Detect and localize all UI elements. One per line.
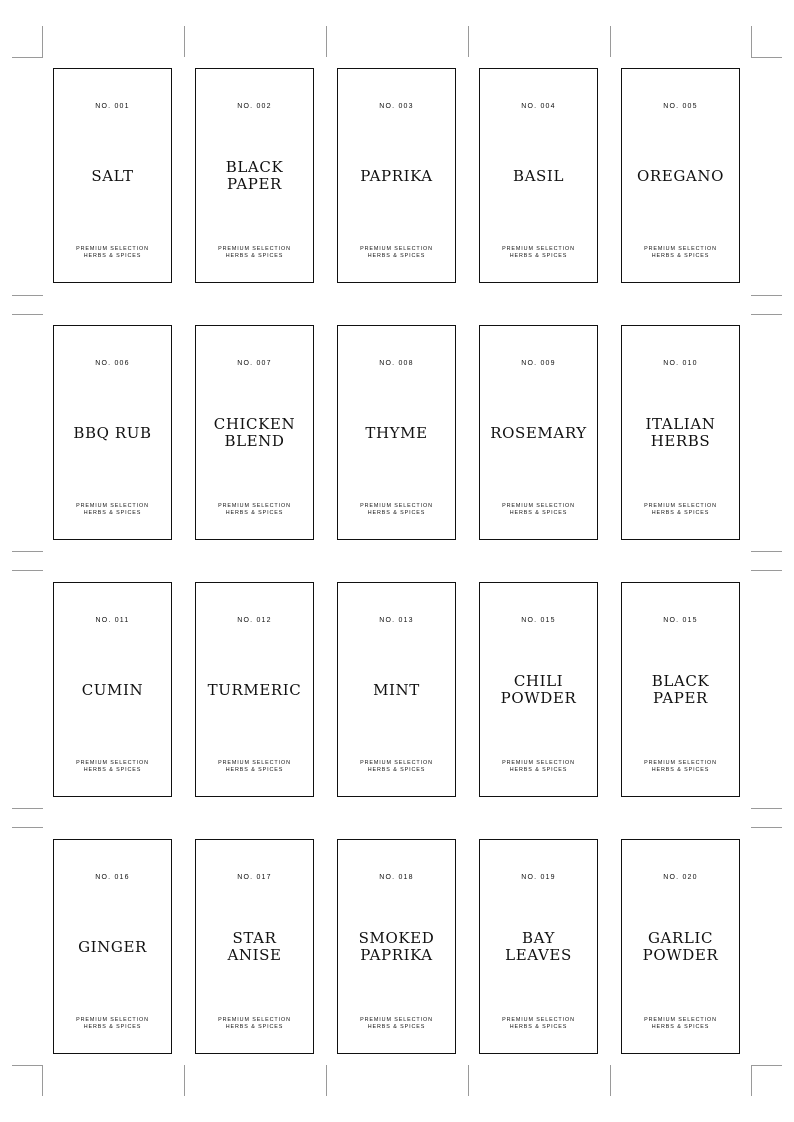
spice-name: [480, 112, 597, 240]
tagline-line: PREMIUM SELECTION: [218, 760, 291, 766]
spice-name: [480, 883, 597, 1011]
spice-name-line: PAPRIKA: [360, 166, 433, 185]
crop-mark: [751, 1065, 782, 1066]
tagline-line: PREMIUM SELECTION: [76, 1017, 149, 1023]
label-number: NO. 013: [379, 617, 414, 624]
label-tagline: [644, 1017, 717, 1031]
spice-name-line: CHICKEN: [213, 415, 296, 433]
crop-mark: [326, 26, 327, 57]
tagline-line: HERBS & SPICES: [509, 767, 568, 773]
crop-mark: [12, 57, 43, 58]
label-tagline: [218, 1017, 291, 1031]
label-number: NO. 007: [237, 360, 272, 367]
spice-name: [480, 369, 597, 497]
spice-name-line: BBQ RUB: [73, 423, 152, 442]
spice-name: [338, 883, 455, 1011]
crop-mark: [42, 1065, 43, 1096]
tagline-line: HERBS & SPICES: [83, 510, 142, 516]
spice-label: [195, 839, 314, 1054]
spice-label: [621, 68, 740, 283]
crop-mark: [751, 26, 752, 57]
spice-name: [196, 369, 313, 497]
spice-label: [195, 582, 314, 797]
label-number: NO. 012: [237, 617, 272, 624]
label-tagline: [360, 246, 433, 260]
label-number: NO. 015: [521, 617, 556, 624]
tagline-line: HERBS & SPICES: [225, 767, 284, 773]
tagline-line: PREMIUM SELECTION: [76, 503, 149, 509]
tagline-line: PREMIUM SELECTION: [218, 246, 291, 252]
spice-name-line: BLACK: [651, 672, 710, 690]
spice-label: [479, 582, 598, 797]
spice-name-line: ITALIAN: [645, 415, 716, 433]
tagline-line: HERBS & SPICES: [225, 1024, 284, 1030]
crop-mark: [751, 551, 782, 552]
crop-mark: [326, 1065, 327, 1096]
spice-label: [621, 325, 740, 540]
tagline-line: PREMIUM SELECTION: [360, 1017, 433, 1023]
label-tagline: [502, 760, 575, 774]
label-number: NO. 016: [95, 874, 130, 881]
label-tagline: [76, 760, 149, 774]
crop-mark: [610, 1065, 611, 1096]
tagline-line: HERBS & SPICES: [367, 767, 426, 773]
tagline-line: PREMIUM SELECTION: [644, 1017, 717, 1023]
spice-name-line: BASIL: [512, 166, 565, 185]
spice-label: [479, 325, 598, 540]
tagline-line: HERBS & SPICES: [651, 253, 710, 259]
tagline-line: PREMIUM SELECTION: [218, 1017, 291, 1023]
spice-name: [54, 626, 171, 754]
tagline-line: PREMIUM SELECTION: [502, 246, 575, 252]
crop-mark: [751, 295, 782, 296]
spice-name-line: SALT: [91, 166, 134, 185]
crop-mark: [12, 1065, 43, 1066]
label-number: NO. 008: [379, 360, 414, 367]
tagline-line: HERBS & SPICES: [225, 510, 284, 516]
label-number: NO. 015: [663, 617, 698, 624]
spice-name-line: BLEND: [224, 432, 285, 450]
spice-label: [53, 325, 172, 540]
spice-label: [337, 68, 456, 283]
label-tagline: [360, 1017, 433, 1031]
crop-mark: [12, 827, 43, 828]
spice-name: [622, 883, 739, 1011]
tagline-line: PREMIUM SELECTION: [644, 246, 717, 252]
crop-mark: [751, 314, 782, 315]
label-number: NO. 017: [237, 874, 272, 881]
label-tagline: [360, 503, 433, 517]
label-number: NO. 004: [521, 103, 556, 110]
spice-name-line: HERBS: [650, 432, 711, 450]
label-tagline: [76, 1017, 149, 1031]
spice-name: [54, 369, 171, 497]
spice-label: [337, 582, 456, 797]
spice-name-line: MINT: [373, 680, 420, 699]
spice-name: [622, 369, 739, 497]
label-tagline: [360, 760, 433, 774]
tagline-line: HERBS & SPICES: [651, 1024, 710, 1030]
spice-name: [196, 112, 313, 240]
label-number: NO. 011: [95, 617, 130, 624]
label-tagline: [76, 503, 149, 517]
spice-name-line: SMOKED: [358, 929, 435, 947]
tagline-line: PREMIUM SELECTION: [644, 503, 717, 509]
label-number: NO. 018: [379, 874, 414, 881]
spice-label: [53, 68, 172, 283]
crop-mark: [12, 551, 43, 552]
spice-name: [54, 112, 171, 240]
tagline-line: HERBS & SPICES: [651, 767, 710, 773]
label-tagline: [502, 246, 575, 260]
tagline-line: HERBS & SPICES: [83, 253, 142, 259]
spice-name-line: POWDER: [500, 689, 577, 707]
spice-label: [621, 582, 740, 797]
label-tagline: [644, 760, 717, 774]
tagline-line: PREMIUM SELECTION: [76, 246, 149, 252]
spice-label: [621, 839, 740, 1054]
spice-name-line: GARLIC: [647, 929, 714, 947]
tagline-line: HERBS & SPICES: [509, 253, 568, 259]
crop-mark: [42, 26, 43, 57]
label-tagline: [502, 1017, 575, 1031]
crop-mark: [12, 808, 43, 809]
label-number: NO. 001: [95, 103, 130, 110]
crop-mark: [12, 314, 43, 315]
spice-name-line: ANISE: [227, 946, 282, 964]
spice-label: [479, 68, 598, 283]
tagline-line: HERBS & SPICES: [83, 767, 142, 773]
tagline-line: PREMIUM SELECTION: [218, 503, 291, 509]
spice-name: [54, 883, 171, 1011]
tagline-line: PREMIUM SELECTION: [360, 760, 433, 766]
spice-label: [479, 839, 598, 1054]
tagline-line: HERBS & SPICES: [509, 1024, 568, 1030]
spice-label: [195, 325, 314, 540]
label-tagline: [76, 246, 149, 260]
label-number: NO. 009: [521, 360, 556, 367]
crop-mark: [12, 570, 43, 571]
crop-mark: [751, 1065, 752, 1096]
spice-name-line: BLACK: [225, 158, 284, 176]
crop-mark: [751, 808, 782, 809]
tagline-line: HERBS & SPICES: [651, 510, 710, 516]
spice-name-line: OREGANO: [637, 166, 724, 185]
label-tagline: [644, 246, 717, 260]
spice-name: [338, 369, 455, 497]
crop-mark: [184, 1065, 185, 1096]
label-number: NO. 006: [95, 360, 130, 367]
crop-mark: [468, 1065, 469, 1096]
tagline-line: HERBS & SPICES: [367, 253, 426, 259]
spice-name-line: POWDER: [642, 946, 719, 964]
tagline-line: HERBS & SPICES: [367, 1024, 426, 1030]
spice-name-line: CUMIN: [81, 680, 144, 699]
spice-name: [338, 112, 455, 240]
spice-label: [337, 839, 456, 1054]
tagline-line: PREMIUM SELECTION: [502, 1017, 575, 1023]
tagline-line: PREMIUM SELECTION: [644, 760, 717, 766]
label-number: NO. 005: [663, 103, 698, 110]
tagline-line: PREMIUM SELECTION: [360, 503, 433, 509]
tagline-line: PREMIUM SELECTION: [502, 503, 575, 509]
spice-name-line: THYME: [365, 423, 428, 442]
tagline-line: PREMIUM SELECTION: [76, 760, 149, 766]
spice-name: [196, 626, 313, 754]
crop-mark: [751, 57, 782, 58]
spice-name-line: PAPER: [227, 175, 282, 193]
spice-name: [622, 112, 739, 240]
spice-name: [338, 626, 455, 754]
label-number: NO. 020: [663, 874, 698, 881]
spice-label: [337, 325, 456, 540]
spice-name-line: CHILI: [513, 672, 564, 690]
spice-name-line: PAPRIKA: [360, 946, 433, 964]
label-tagline: [502, 503, 575, 517]
crop-mark: [751, 570, 782, 571]
crop-mark: [610, 26, 611, 57]
label-number: NO. 002: [237, 103, 272, 110]
crop-mark: [184, 26, 185, 57]
tagline-line: PREMIUM SELECTION: [360, 246, 433, 252]
spice-name: [622, 626, 739, 754]
tagline-line: HERBS & SPICES: [225, 253, 284, 259]
tagline-line: HERBS & SPICES: [509, 510, 568, 516]
spice-name-line: PAPER: [653, 689, 708, 707]
crop-mark: [751, 827, 782, 828]
label-number: NO. 003: [379, 103, 414, 110]
tagline-line: HERBS & SPICES: [83, 1024, 142, 1030]
spice-label: [195, 68, 314, 283]
spice-label: [53, 839, 172, 1054]
label-tagline: [218, 246, 291, 260]
tagline-line: PREMIUM SELECTION: [502, 760, 575, 766]
label-tagline: [644, 503, 717, 517]
spice-label: [53, 582, 172, 797]
spice-name: [196, 883, 313, 1011]
spice-name-line: GINGER: [78, 937, 147, 956]
spice-name-line: LEAVES: [505, 946, 572, 964]
crop-mark: [468, 26, 469, 57]
spice-name-line: TURMERIC: [207, 680, 302, 699]
label-tagline: [218, 760, 291, 774]
tagline-line: HERBS & SPICES: [367, 510, 426, 516]
label-tagline: [218, 503, 291, 517]
spice-name-line: BAY: [522, 929, 555, 947]
spice-name-line: ROSEMARY: [490, 423, 587, 442]
label-number: NO. 019: [521, 874, 556, 881]
label-number: NO. 010: [663, 360, 698, 367]
spice-name: [480, 626, 597, 754]
spice-name-line: STAR: [232, 929, 277, 947]
crop-mark: [12, 295, 43, 296]
